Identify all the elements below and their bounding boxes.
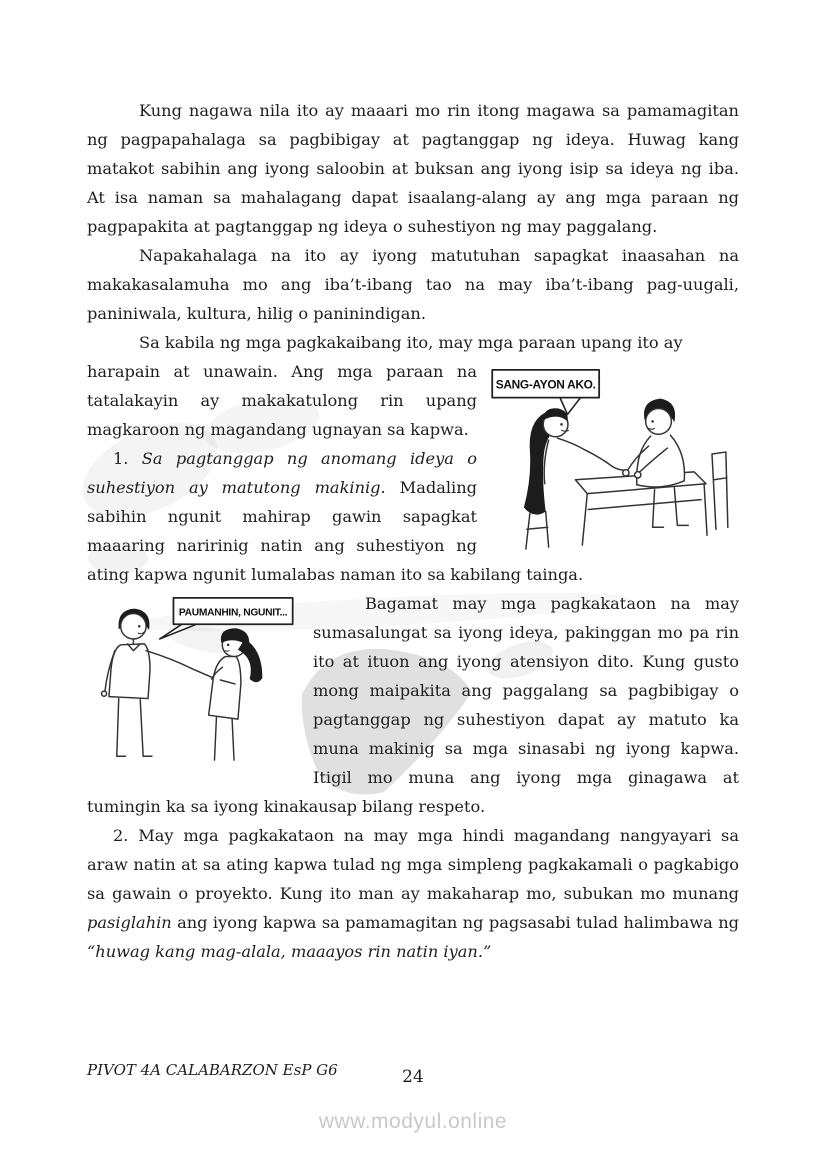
paragraph-2: Napakahalaga na ito ay iyong matutuhan sapagkat inaasahan na makakasalamuha mo ang iba’t-ibang tao na may iba’t-ibang pag-uugali, paniniwala, kultura, hilig o paninindigan. (87, 246, 739, 323)
list-item-2-italic-word: pasiglahin (87, 913, 172, 932)
list-item-2-number: 2. (113, 826, 129, 845)
two-students-talking-drawing (487, 359, 739, 557)
boy-comforting-girl-drawing (87, 594, 299, 766)
list-item-2-quote: “huwag kang mag-alala, maaayos rin natin iyan.” (87, 942, 492, 961)
speech-bubble-sorry-text: PAUMANHIN, NGUNIT... (178, 607, 288, 619)
boy-figure (623, 399, 728, 530)
list-item-2-text-start: May mga pagkakataon na may mga hindi magandang nangyayari sa araw natin at sa ating kapwa tulad ng mga simpleng pagkakamali o pagkabigo sa gawain o proyekto. Kung ito man ay makaharap mo, subukan mo munang (87, 826, 739, 903)
illustration-agreeing-students (487, 359, 739, 557)
paragraph-3-first-line: Sa kabila ng mga pagkakaibang ito, may mga paraan upang ito ay (139, 333, 683, 352)
list-item-2-text-mid: ang iyong kapwa sa pamamagitan ng pagsasabi tulad halimbawa ng (177, 913, 739, 932)
paragraph-1: Kung nagawa nila ito ay maaari mo rin itong magawa sa pamamagitan ng pagpapahalaga sa pagbibigay at pagtanggap ng ideya. Huwag kang matakot sabihin ang iyong saloobin at buksan ang iyong isip sa ideya ng iba. At isa naman sa mahalagang dapat isaalang-alang ay ang mga paraan ng pagpapakita at pagtanggap ng ideya o suhestiyon ng may paggalang. (87, 101, 739, 236)
girl-figure (209, 628, 263, 760)
paragraph-list-item-2 (87, 821, 739, 966)
boy-figure (102, 609, 220, 757)
list-item-1-number: 1. (113, 449, 129, 468)
wrap-block-agree (87, 357, 739, 589)
list-item-1-text: Madaling sabihin ngunit mahirap gawin sapagkat maaaring naririnig natin ang suhestiyon ng ating kapwa ngunit lumalabas naman ito sa kabilang tainga. (87, 478, 584, 584)
paragraph-3-wrapped: harapain at unawain. Ang mga paraan na tatalakayin ay makakatulong rin upang magkaroon ng magandang ugnayan sa kapwa. (87, 362, 477, 439)
paragraph-4: Bagamat may mga pagkakataon na may sumasalungat sa iyong ideya, pakinggan mo pa rin ito at ituon ang iyong atensiyon dito. Kung gusto mong maipakita ang paggalang sa pagbibigay o pagtanggap ng suhestiyon dapat ay matuto ka muna makinig sa mga sinasabi ng iyong kapwa. Itigil mo muna ang iyong mga ginagawa at tumingin ka sa iyong kinakausap bilang respeto. (87, 594, 739, 816)
speech-bubble-agree-text: SANG-AYON AKO. (495, 377, 596, 392)
illustration-apologizing-students (87, 594, 299, 766)
wrap-block-sorry (87, 589, 739, 821)
site-watermark: www.modyul.online (318, 1110, 508, 1133)
page-body-text (87, 96, 739, 966)
speech-bubble-agree (492, 370, 599, 415)
page-number: 24 (402, 1067, 424, 1087)
footer-module-label: PIVOT 4A CALABARZON EsP G6 (87, 1061, 338, 1079)
list-item-1-italic-lead: Sa pagtanggap ng anomang ideya o suhestiyon ay matutong makinig. (87, 449, 477, 497)
